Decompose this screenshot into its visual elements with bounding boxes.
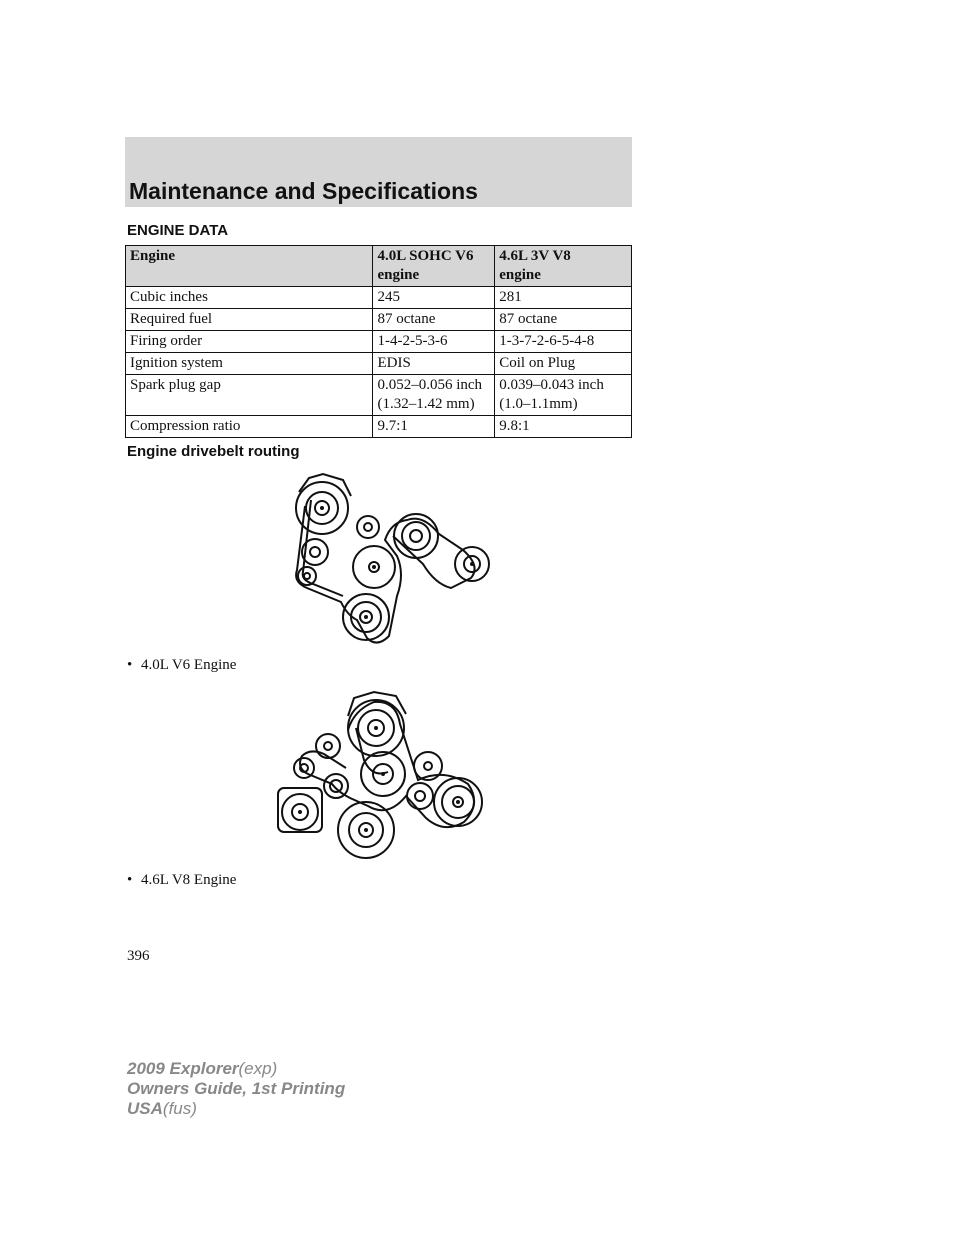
- header-engine: Engine: [126, 246, 373, 287]
- section-title: ENGINE DATA: [127, 222, 229, 239]
- header-v6: 4.0L SOHC V6 engine: [373, 246, 495, 287]
- table-row: [126, 353, 632, 375]
- table-row: [126, 375, 632, 416]
- table-cell: 0.052–0.056 inch (1.32–1.42 mm): [373, 375, 495, 416]
- table-cell: Required fuel: [126, 309, 373, 331]
- table-cell: EDIS: [373, 353, 495, 375]
- page-number: 396: [127, 948, 150, 964]
- engine-data-table: [125, 245, 632, 438]
- table-cell: Coil on Plug: [495, 353, 632, 375]
- v6-drivebelt-diagram: [285, 470, 495, 652]
- page-header-title: Maintenance and Specifications: [129, 178, 478, 204]
- table-cell: 245: [373, 287, 495, 309]
- table-cell: Compression ratio: [126, 416, 373, 438]
- table-cell: 281: [495, 287, 632, 309]
- drivebelt-title: Engine drivebelt routing: [127, 443, 300, 460]
- header-v8: 4.6L 3V V8 engine: [495, 246, 632, 287]
- table-row: [126, 416, 632, 438]
- table-cell: Firing order: [126, 331, 373, 353]
- table-cell: 0.039–0.043 inch (1.0–1.1mm): [495, 375, 632, 416]
- table-row: [126, 309, 632, 331]
- table-cell: Ignition system: [126, 353, 373, 375]
- table-cell: Spark plug gap: [126, 375, 373, 416]
- caption-v8: • 4.6L V8 Engine: [127, 872, 237, 888]
- footer: 2009 Explorer(exp) Owners Guide, 1st Printing USA(fus): [127, 1059, 346, 1118]
- table-cell: Cubic inches: [126, 287, 373, 309]
- caption-v6: • 4.0L V6 Engine: [127, 657, 237, 673]
- table-row: [126, 287, 632, 309]
- v8-drivebelt-diagram: [268, 688, 498, 863]
- table-cell: 1-4-2-5-3-6: [373, 331, 495, 353]
- table-header-row: [126, 246, 632, 287]
- table-row: [126, 331, 632, 353]
- table-cell: 87 octane: [495, 309, 632, 331]
- table-cell: 9.7:1: [373, 416, 495, 438]
- table-cell: 1-3-7-2-6-5-4-8: [495, 331, 632, 353]
- table-cell: 87 octane: [373, 309, 495, 331]
- table-cell: 9.8:1: [495, 416, 632, 438]
